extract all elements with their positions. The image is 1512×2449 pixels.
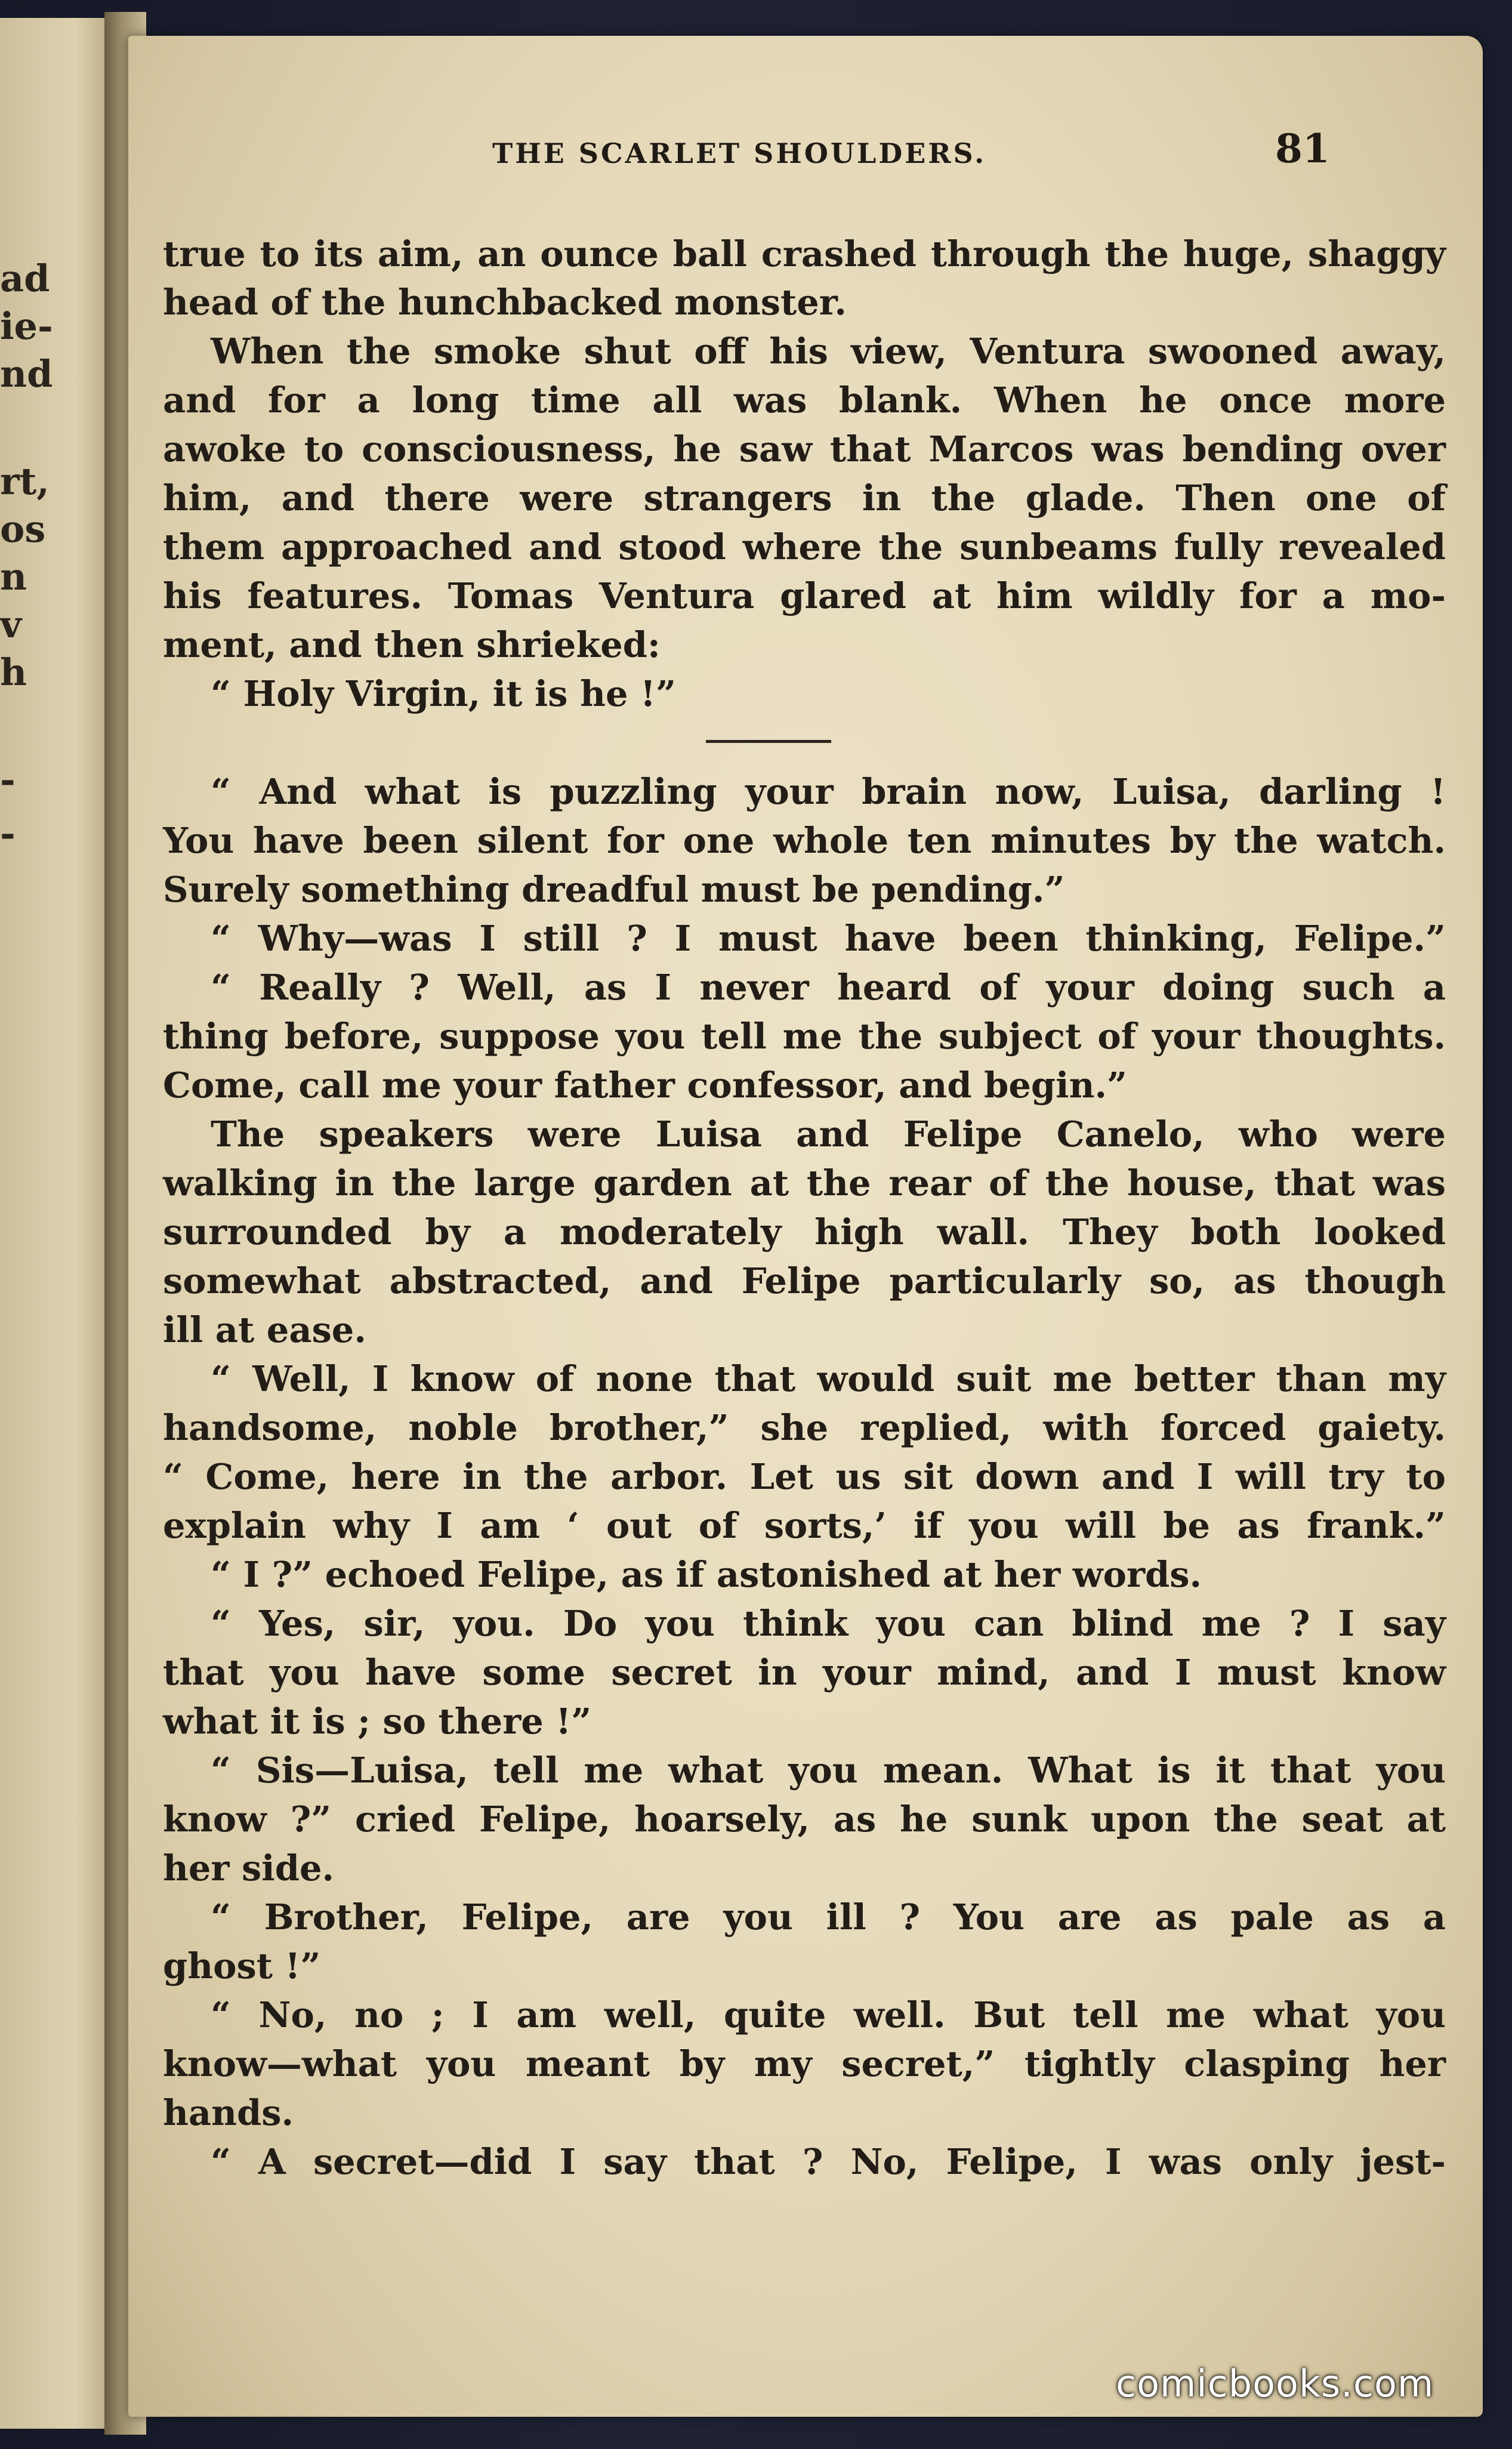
- facing-page-text-fragment: ie-: [0, 304, 53, 348]
- text-line: “ A secret—did I say that ? No, Felipe, I was only jest-: [211, 2141, 1446, 2182]
- text-line: When the smoke shut off his view, Ventura swooned away,: [211, 331, 1446, 372]
- text-line: her side.: [163, 1847, 335, 1889]
- text-line: You have been silent for one whole ten minutes by the watch.: [163, 820, 1446, 861]
- text-line: “ Sis—Luisa, tell me what you mean. What is it that you: [211, 1750, 1446, 1791]
- source-watermark: comicbooks.com: [1116, 2362, 1434, 2405]
- text-line: know—what you meant by my secret,” tightly clasping her: [163, 2043, 1446, 2084]
- text-line: thing before, suppose you tell me the subject of your thoughts.: [163, 1016, 1446, 1057]
- text-line: The speakers were Luisa and Felipe Canelo, who were: [211, 1114, 1446, 1155]
- text-line: “ I ?” echoed Felipe, as if astonished at her words.: [211, 1554, 1202, 1595]
- text-line: his features. Tomas Ventura glared at him wildly for a mo-: [163, 575, 1446, 616]
- text-line: “ Yes, sir, you. Do you think you can blind me ? I say: [211, 1603, 1446, 1644]
- facing-page-text-fragment: v: [0, 603, 22, 646]
- page-number: 81: [1275, 125, 1330, 172]
- text-line: “ Why—was I still ? I must have been thinking, Felipe.”: [211, 918, 1446, 959]
- text-line: what it is ; so there !”: [163, 1701, 592, 1742]
- facing-page-text-fragment: n: [0, 555, 27, 599]
- text-line: head of the hunchbacked monster.: [163, 282, 847, 323]
- text-line: true to its aim, an ounce ball crashed through the huge, shaggy: [163, 233, 1446, 274]
- text-line: awoke to consciousness, he saw that Marcos was bending over: [163, 428, 1446, 470]
- text-line: them approached and stood where the sunbeams fully revealed: [163, 526, 1446, 567]
- facing-page-text-fragment: -: [0, 812, 16, 855]
- book-page: [128, 36, 1483, 2417]
- text-line: walking in the large garden at the rear of the house, that was: [163, 1162, 1446, 1204]
- text-line: that you have some secret in your mind, and I must know: [163, 1652, 1446, 1693]
- text-line: him, and there were strangers in the glade. Then one of: [163, 477, 1446, 519]
- text-line: Come, call me your father confessor, and begin.”: [163, 1065, 1127, 1106]
- text-line: “ Brother, Felipe, are you ill ? You are as pale as a: [211, 1896, 1446, 1938]
- text-line: explain why I am ‘ out of sorts,’ if you will be as frank.”: [163, 1505, 1446, 1546]
- facing-page-text-fragment: os: [0, 507, 46, 551]
- text-line: “ No, no ; I am well, quite well. But tell me what you: [211, 1994, 1446, 2035]
- facing-page-text-fragment: -: [0, 758, 16, 801]
- text-line: handsome, noble brother,” she replied, with forced gaiety.: [163, 1407, 1446, 1448]
- page-header: [128, 125, 1483, 185]
- facing-page-text-fragment: rt,: [0, 459, 50, 503]
- text-line: and for a long time all was blank. When he once more: [163, 380, 1446, 421]
- text-line: “ Come, here in the arbor. Let us sit down and I will try to: [163, 1456, 1446, 1497]
- text-line: somewhat abstracted, and Felipe particularly so, as though: [163, 1260, 1446, 1301]
- running-title: THE SCARLET SHOULDERS.: [492, 137, 987, 169]
- text-line: “ And what is puzzling your brain now, Luisa, darling !: [211, 771, 1446, 812]
- facing-page-text-fragment: h: [0, 650, 27, 694]
- text-line: know ?” cried Felipe, hoarsely, as he sunk upon the seat at: [163, 1799, 1446, 1840]
- facing-page-text-fragment: nd: [0, 352, 53, 396]
- text-line: ghost !”: [163, 1945, 321, 1987]
- text-line: ill at ease.: [163, 1309, 366, 1350]
- text-line: hands.: [163, 2092, 294, 2133]
- text-line: ment, and then shrieked:: [163, 624, 661, 665]
- section-divider: [706, 740, 831, 743]
- text-line: Surely something dreadful must be pending.”: [163, 869, 1065, 910]
- text-line: “ Really ? Well, as I never heard of your doing such a: [211, 967, 1446, 1008]
- facing-page-text-fragment: ad: [0, 257, 50, 300]
- text-line: surrounded by a moderately high wall. They both looked: [163, 1211, 1446, 1253]
- text-line: “ Well, I know of none that would suit me better than my: [211, 1358, 1446, 1399]
- text-line: “ Holy Virgin, it is he !”: [211, 673, 676, 714]
